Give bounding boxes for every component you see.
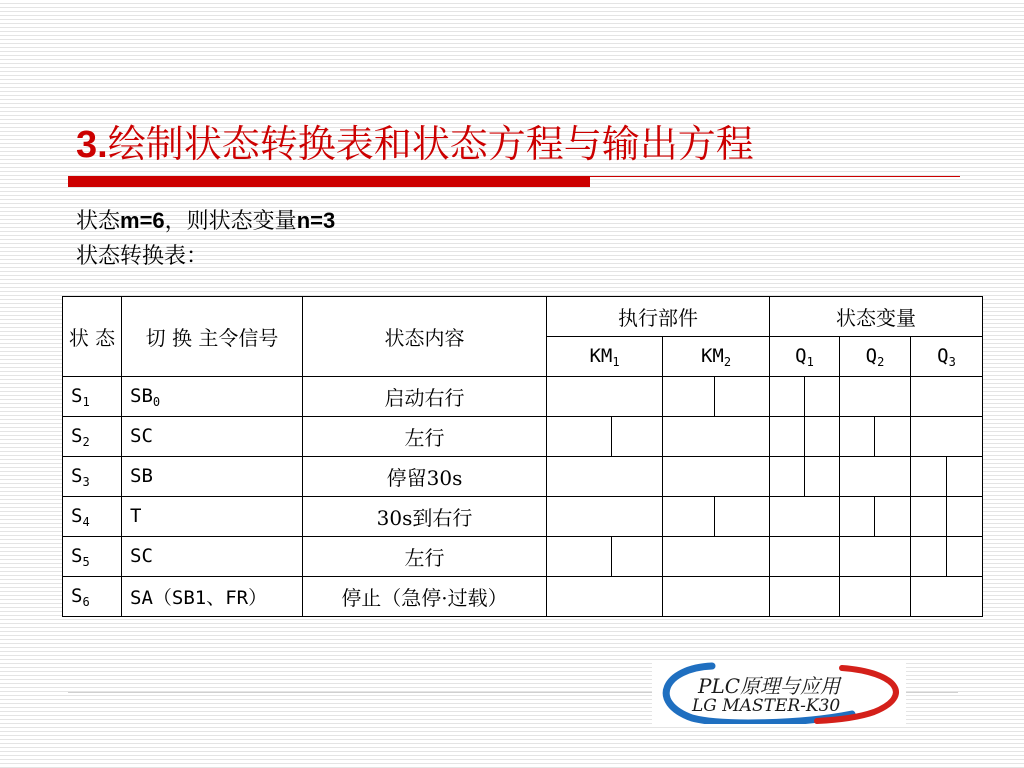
q3-cell-b — [947, 537, 983, 577]
signal-cell: SC — [122, 417, 303, 457]
content-cell: 停留30s — [303, 457, 547, 497]
content-cell: 左行 — [303, 417, 547, 457]
q1-cell-b — [805, 417, 840, 457]
q2-cell-a — [840, 497, 875, 537]
km2-cell — [663, 417, 770, 457]
header-km2: $KM_2$ — [663, 337, 770, 377]
header-exec-group: 执行部件 — [547, 297, 770, 337]
q3-cell — [911, 377, 983, 417]
course-logo — [652, 662, 906, 724]
q1-cell — [770, 577, 840, 617]
q2-cell-b — [875, 417, 911, 457]
q3-cell-b — [947, 457, 983, 497]
q3-cell-a — [911, 497, 947, 537]
n-expression: n=3 — [296, 208, 336, 233]
q3-cell — [911, 417, 983, 457]
signal-cell: SB — [122, 457, 303, 497]
signal-cell: SA（SB1、FR） — [122, 577, 303, 617]
km2-cell-b — [715, 377, 770, 417]
q1-cell-a — [770, 417, 805, 457]
q1-cell-a — [770, 377, 805, 417]
table-row — [63, 577, 983, 617]
table-row — [63, 457, 983, 497]
km2-cell-a — [663, 377, 715, 417]
km1-cell — [547, 497, 663, 537]
state-cell: $S_4$ — [63, 497, 122, 537]
q2-cell-a — [840, 417, 875, 457]
header-q2: $Q_2$ — [840, 337, 911, 377]
title-underline-thick — [68, 176, 590, 187]
q2-cell — [840, 377, 911, 417]
q1-cell-b — [805, 457, 840, 497]
state-cell: $S_6$ — [63, 577, 122, 617]
slide-title — [76, 118, 754, 170]
km1-cell — [547, 577, 663, 617]
logo-line1: PLC原理与应用 — [698, 674, 841, 698]
table-row — [63, 537, 983, 577]
title-underline-thin — [590, 176, 960, 177]
signal-cell: T — [122, 497, 303, 537]
header-switch-signal: 切 换 主令信号 — [122, 297, 303, 377]
header-state: 状 态 — [63, 297, 122, 377]
table-row — [63, 417, 983, 457]
q1-cell-b — [805, 377, 840, 417]
km1-cell-a — [547, 537, 612, 577]
km2-cell — [663, 457, 770, 497]
m-expression: m=6 — [120, 208, 165, 233]
header-q1: $Q_1$ — [770, 337, 840, 377]
q2-cell — [840, 577, 911, 617]
q2-cell-b — [875, 497, 911, 537]
signal-cell: $SB_0$ — [122, 377, 303, 417]
header-state-content: 状态内容 — [303, 297, 547, 377]
q1-cell — [770, 537, 840, 577]
state-cell: $S_2$ — [63, 417, 122, 457]
state-cell: $S_5$ — [63, 537, 122, 577]
state-transition-table — [62, 296, 983, 617]
q3-cell-b — [947, 497, 983, 537]
content-cell: 启动右行 — [303, 377, 547, 417]
table-caption: 状态转换表： — [76, 244, 209, 269]
signal-cell: SC — [122, 537, 303, 577]
state-cell: $S_3$ — [63, 457, 122, 497]
q3-cell — [911, 577, 983, 617]
content-cell: 30s到右行 — [303, 497, 547, 537]
table-row — [63, 497, 983, 537]
title-number: 3. — [76, 124, 108, 166]
km2-cell-b — [715, 497, 770, 537]
q2-cell — [840, 457, 911, 497]
intro-line: 状态m=6，则状态变量n=3 — [76, 208, 336, 234]
q3-cell-a — [911, 537, 947, 577]
table-row — [63, 377, 983, 417]
km2-cell — [663, 537, 770, 577]
state-cell: $S_1$ — [63, 377, 122, 417]
km2-cell-a — [663, 497, 715, 537]
logo-line2: LG MASTER-K30 — [692, 696, 841, 716]
km1-cell-a — [547, 417, 612, 457]
km1-cell-b — [612, 417, 663, 457]
km1-cell — [547, 457, 663, 497]
content-cell: 停止（急停·过载） — [303, 577, 547, 617]
km1-cell — [547, 377, 663, 417]
header-var-group: 状态变量 — [770, 297, 983, 337]
header-row-1 — [63, 297, 983, 337]
km1-cell-b — [612, 537, 663, 577]
q3-cell-a — [911, 457, 947, 497]
km2-cell — [663, 577, 770, 617]
content-cell: 左行 — [303, 537, 547, 577]
q1-cell — [770, 497, 840, 537]
header-q3: $Q_3$ — [911, 337, 983, 377]
q1-cell-a — [770, 457, 805, 497]
header-km1: $KM_1$ — [547, 337, 663, 377]
title-text: 绘制状态转换表和状态方程与输出方程 — [107, 122, 754, 166]
q2-cell — [840, 537, 911, 577]
